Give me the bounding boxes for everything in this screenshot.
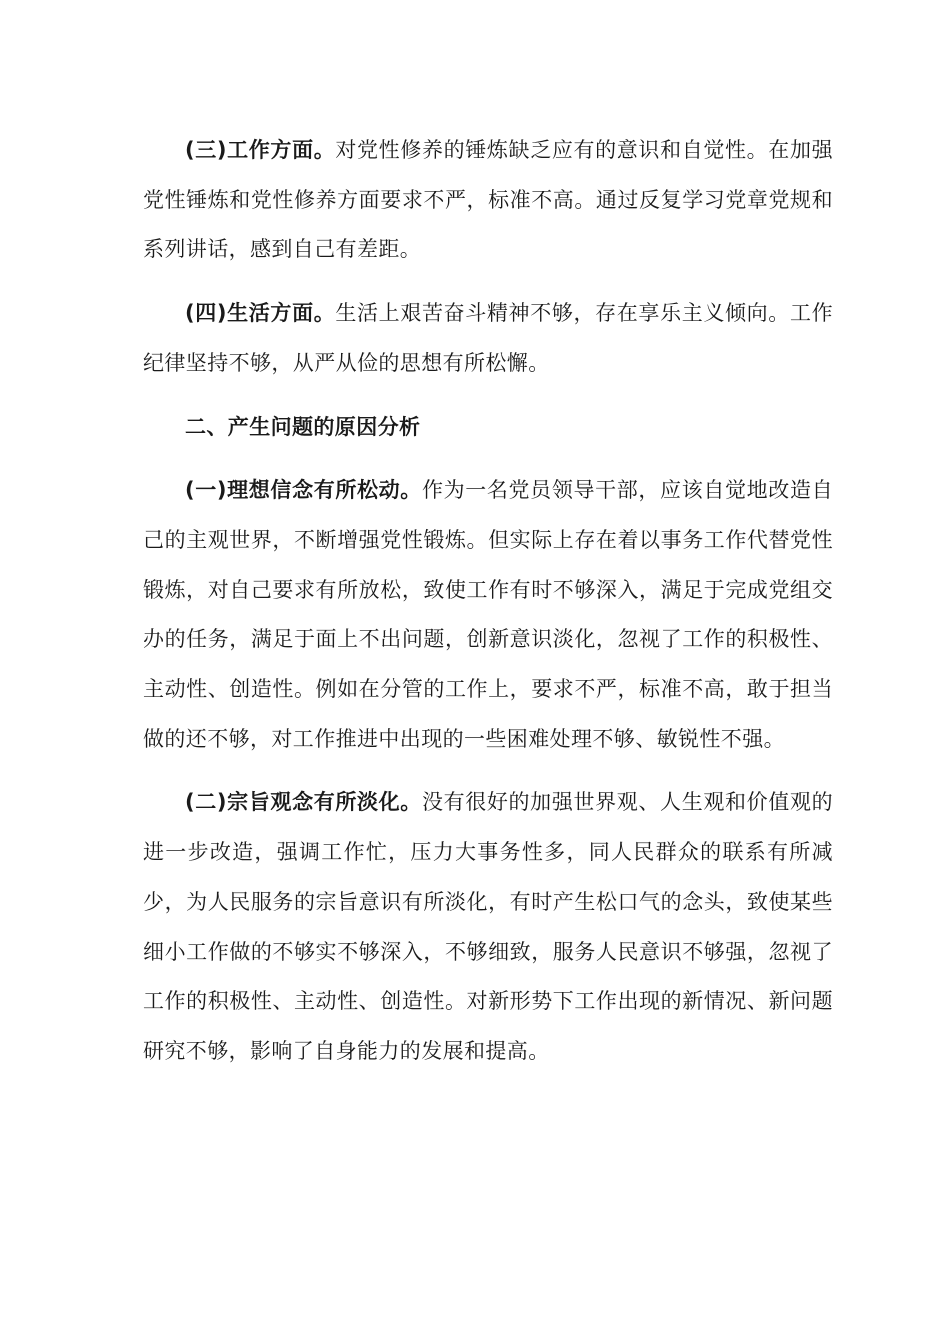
document-body (143, 126, 833, 1091)
paragraph-lead: (一)理想信念有所松动。 (185, 478, 422, 503)
paragraph-work-aspect (143, 126, 833, 275)
paragraph-life-aspect (143, 289, 833, 388)
paragraph-lead: (二)宗旨观念有所淡化。 (185, 790, 422, 815)
paragraph-reason-purpose (143, 778, 833, 1076)
paragraph-text: 对党性修养的锤炼缺乏应有的意识和自觉性。在加强党性锤炼和党性修养方面要求不严，标准不高。通过反复学习党章党规和系列讲话，感到自己有差距。 (143, 138, 833, 262)
paragraph-text: 作为一名党员领导干部，应该自觉地改造自己的主观世界，不断增强党性锻炼。但实际上存在着以事务工作代替党性锻炼，对自己要求有所放松，致使工作有时不够深入，满足于完成党组交办的任务，满足于面上不出问题，创新意识淡化，忽视了工作的积极性、主动性、创造性。例如在分管的工作上，要求不严，标准不高，敢于担当做的还不够，对工作推进中出现的一些困难处理不够、敏锐性不强。 (143, 478, 833, 751)
paragraph-lead: (四)生活方面。 (185, 301, 336, 326)
paragraph-text: 生活上艰苦奋斗精神不够，存在享乐主义倾向。工作纪律坚持不够，从严从俭的思想有所松懈。 (143, 301, 833, 375)
paragraph-text: 没有很好的加强世界观、人生观和价值观的进一步改造，强调工作忙，压力大事务性多，同人民群众的联系有所减少，为人民服务的宗旨意识有所淡化，有时产生松口气的念头，致使某些细小工作做的不够实不够深入，不够细致，服务人民意识不够强，忽视了工作的积极性、主动性、创造性。对新形势下工作出现的新情况、新问题研究不够，影响了自身能力的发展和提高。 (143, 790, 833, 1063)
paragraph-reason-ideals (143, 466, 833, 764)
paragraph-lead: (三)工作方面。 (185, 138, 336, 162)
section-heading: 二、产生问题的原因分析 (185, 414, 421, 439)
